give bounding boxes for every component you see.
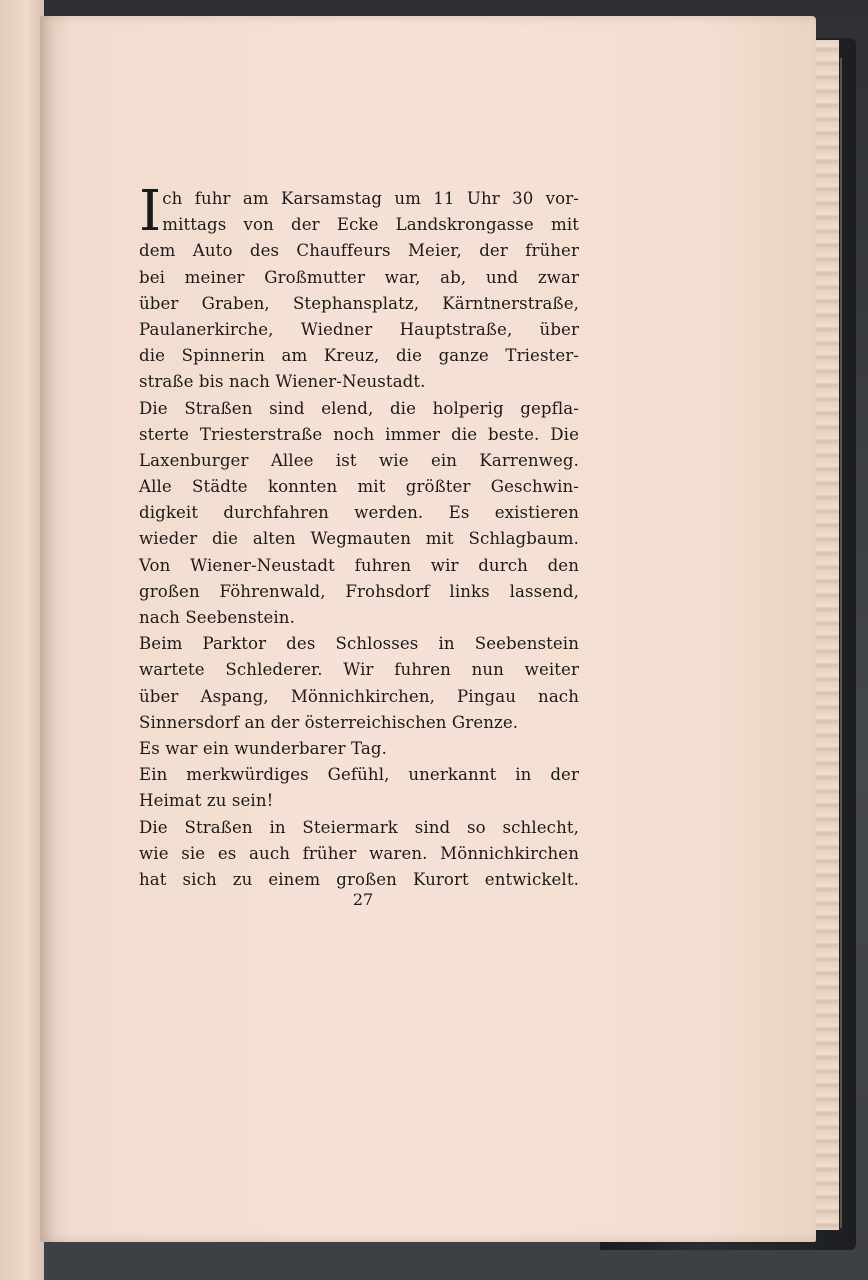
text-line: nach Seebenstein. bbox=[139, 608, 295, 627]
text-line: ch fuhr am Karsamstag um 11 Uhr 30 vor- bbox=[162, 189, 579, 208]
text-line: mittags von der Ecke Landskrongasse mit bbox=[162, 215, 579, 235]
text-line: über Graben, Stephansplatz, Kärntnerstraße, bbox=[139, 293, 579, 313]
text-line: die Spinnerin am Kreuz, die ganze Triester- bbox=[139, 346, 579, 366]
opening-paragraph bbox=[139, 179, 579, 244]
text-line: digkeit durchfahren werden. Es existieren bbox=[139, 503, 579, 523]
text-line: Paulanerkirche, Wiedner Hauptstraße, über bbox=[139, 319, 579, 339]
text-line: Heimat zu sein! bbox=[139, 791, 274, 811]
cover-gilt-line bbox=[840, 58, 842, 1228]
text-line: Von Wiener-Neustadt fuhren wir durch den bbox=[139, 555, 579, 575]
text-line: wie sie es auch früher waren. Mönnichkirchen bbox=[139, 843, 579, 863]
text-line: wieder die alten Wegmauten mit Schlagbaum. bbox=[139, 529, 579, 549]
text-line: Ein merkwürdiges Gefühl, unerkannt in der bbox=[139, 765, 579, 785]
page-number: 27 bbox=[352, 890, 374, 909]
text-line: über Aspang, Mönnichkirchen, Pingau nach bbox=[139, 686, 579, 706]
text-line: Alle Städte konnten mit größter Geschwin- bbox=[139, 477, 579, 497]
text-line: dem Auto des Chauffeurs Meier, der früher bbox=[139, 241, 579, 261]
text-line: Sinnersdorf an der österreichischen Grenze. bbox=[139, 712, 519, 732]
text-line: wartete Schlederer. Wir fuhren nun weiter bbox=[139, 660, 579, 680]
text-line: Die Straßen in Steiermark sind so schlecht, bbox=[139, 817, 579, 837]
text-line: Es war ein wunderbarer Tag. bbox=[139, 738, 387, 758]
text-line: Beim Parktor des Schlosses in Seebenstein bbox=[139, 634, 579, 654]
text-line: großen Föhrenwald, Frohsdorf links lassend, bbox=[139, 581, 579, 601]
facing-page-edge bbox=[0, 0, 44, 1280]
text-line: sterte Triesterstraße noch immer die beste. Die bbox=[139, 424, 579, 444]
page-text bbox=[139, 179, 579, 893]
text-line: straße bis nach Wiener-Neustadt. bbox=[139, 372, 426, 392]
text-line: bei meiner Großmutter war, ab, und zwar bbox=[139, 267, 579, 287]
text-line: hat sich zu einem großen Kurort entwickelt. bbox=[139, 869, 579, 889]
drop-cap: I bbox=[139, 179, 162, 244]
body-lines bbox=[139, 238, 579, 893]
text-line: Laxenburger Allee ist wie ein Karrenweg. bbox=[139, 450, 579, 470]
text-line: Die Straßen sind elend, die holperig gepfla- bbox=[139, 398, 579, 418]
